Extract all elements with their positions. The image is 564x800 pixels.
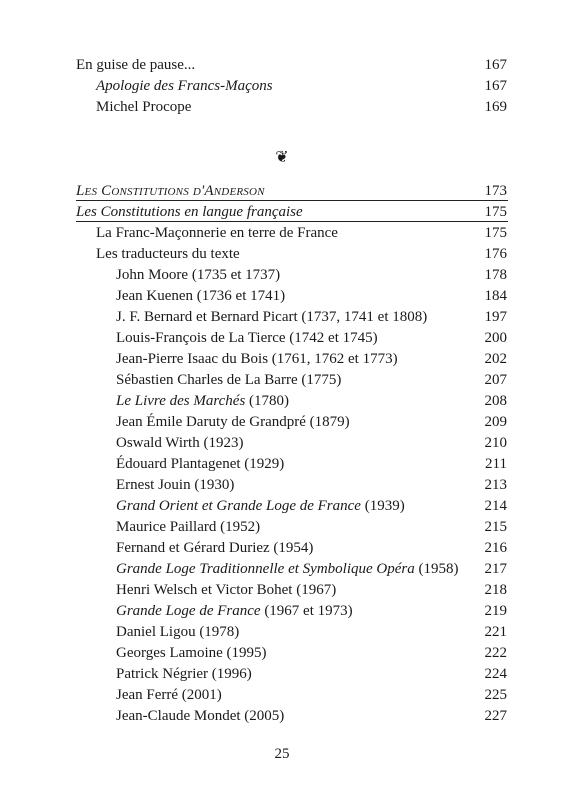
section-rule <box>76 221 508 222</box>
toc-entry <box>0 202 564 223</box>
toc-entry-title: Jean-Claude Mondet (2005) <box>116 708 285 724</box>
toc-entry-title-italic: Grand Orient et Grande Loge de France <box>116 498 361 514</box>
toc-entry-page: 200 <box>484 330 507 346</box>
toc-entry <box>0 433 564 454</box>
fleuron-ornament-icon: ❦ <box>275 149 289 166</box>
toc-entry-page: 184 <box>484 288 507 304</box>
toc-entry-title: Daniel Ligou (1978) <box>116 624 240 640</box>
toc-entry <box>0 643 564 664</box>
toc-entry <box>0 97 564 118</box>
toc-entry-title-rest: (1939) <box>360 498 405 514</box>
toc-entry-title: J. F. Bernard et Bernard Picart (1737, 1741 et 1808) <box>116 309 428 325</box>
toc-entry-page: 197 <box>484 309 507 325</box>
toc-entry-title: Georges Lamoine (1995) <box>116 645 267 661</box>
toc-entry-title: Ernest Jouin (1930) <box>116 477 235 493</box>
toc-entry-title-rest: (1780) <box>245 393 290 409</box>
toc-entry-page: 169 <box>484 99 507 115</box>
toc-entry-page: 216 <box>484 540 507 556</box>
toc-entry <box>0 265 564 286</box>
toc-entry <box>0 181 564 202</box>
toc-entry-title <box>116 391 289 412</box>
toc-entry <box>0 307 564 328</box>
toc-entry-page: 178 <box>484 267 507 283</box>
toc-entry-title-italic: Le Livre des Marchés <box>116 393 246 409</box>
toc-entry-title: Édouard Plantagenet (1929) <box>116 456 285 472</box>
toc-entry-page: 225 <box>484 687 507 703</box>
toc-entry-page: 207 <box>484 372 507 388</box>
toc-entry <box>0 391 564 412</box>
toc-entry-page: 210 <box>484 435 507 451</box>
toc-entry-page: 221 <box>484 624 507 640</box>
toc-entry-page: 222 <box>484 645 507 661</box>
toc-entry-page: 208 <box>484 393 507 409</box>
toc-entry <box>0 580 564 601</box>
toc-entry <box>0 706 564 727</box>
section-rule <box>76 200 508 201</box>
toc-entry-page: 175 <box>484 225 507 241</box>
toc-entry-page: 217 <box>484 561 507 577</box>
toc-entry-page: 211 <box>485 456 507 472</box>
toc-entry-page: 218 <box>484 582 507 598</box>
toc-entry-page: 167 <box>484 57 507 73</box>
toc-entry-title-rest: (1958) <box>414 561 459 577</box>
toc-entry-title: Fernand et Gérard Duriez (1954) <box>116 540 314 556</box>
toc-entry-title: Louis-François de La Tierce (1742 et 1745) <box>116 330 378 346</box>
toc-entry-title: Oswald Wirth (1923) <box>116 435 244 451</box>
toc-entry-title-italic: Grande Loge Traditionnelle et Symbolique Opéra <box>116 561 415 577</box>
toc-entry-title: Les Constitutions d'Anderson <box>76 183 265 199</box>
toc-entry <box>0 454 564 475</box>
toc-entry-title: Jean Ferré (2001) <box>116 687 222 703</box>
toc-entry-title <box>116 559 458 580</box>
toc-entry-page: 214 <box>484 498 507 514</box>
toc-entry-page: 176 <box>484 246 507 262</box>
toc-entry <box>0 223 564 244</box>
toc-entry-page: 227 <box>484 708 507 724</box>
toc-entry-title: En guise de pause... <box>76 57 196 73</box>
toc-entry <box>0 349 564 370</box>
toc-entry-title: Patrick Négrier (1996) <box>116 666 252 682</box>
toc-entry-title-italic: Grande Loge de France <box>116 603 261 619</box>
toc-entry-page: 173 <box>484 183 507 199</box>
toc-entry-title: Michel Procope <box>96 99 192 115</box>
toc-entry-title: Jean Émile Daruty de Grandpré (1879) <box>116 414 350 430</box>
toc-entry <box>0 55 564 76</box>
toc-entry-title: Maurice Paillard (1952) <box>116 519 261 535</box>
toc-entry <box>0 496 564 517</box>
toc-entry-title: Les traducteurs du texte <box>96 246 240 262</box>
toc-entry-title: Jean-Pierre Isaac du Bois (1761, 1762 et 1773) <box>116 351 398 367</box>
toc-entry-page: 202 <box>484 351 507 367</box>
toc-entry <box>0 622 564 643</box>
toc-entry <box>0 664 564 685</box>
toc-entry-title: Les Constitutions en langue française <box>76 204 303 220</box>
toc-entry <box>0 286 564 307</box>
toc-entry <box>0 244 564 265</box>
toc-entry <box>0 538 564 559</box>
toc-entry-page: 175 <box>484 204 507 220</box>
toc-entry-page: 213 <box>484 477 507 493</box>
toc-entry <box>0 517 564 538</box>
toc-entry-title: Henri Welsch et Victor Bohet (1967) <box>116 582 337 598</box>
page-number: 25 <box>274 746 290 762</box>
toc-entry <box>0 475 564 496</box>
toc-entry-page: 215 <box>484 519 507 535</box>
toc-entry-title-rest: (1967 et 1973) <box>260 603 353 619</box>
toc-entry-title: Jean Kuenen (1736 et 1741) <box>116 288 286 304</box>
toc-entry-title: John Moore (1735 et 1737) <box>116 267 281 283</box>
toc-entry <box>0 76 564 97</box>
toc-entry <box>0 685 564 706</box>
toc-entry-title: Sébastien Charles de La Barre (1775) <box>116 372 342 388</box>
toc-entry-page: 167 <box>484 78 507 94</box>
toc-entry <box>0 559 564 580</box>
toc-entry <box>0 370 564 391</box>
toc-entry-title <box>116 601 353 622</box>
toc-entry-title <box>116 496 405 517</box>
toc-entry-page: 209 <box>484 414 507 430</box>
toc-entry-page: 219 <box>484 603 507 619</box>
toc-entry-page: 224 <box>484 666 507 682</box>
toc-entry <box>0 412 564 433</box>
toc-entry <box>0 328 564 349</box>
toc-entry-title: La Franc-Maçonnerie en terre de France <box>96 225 338 241</box>
toc-entry-title: Apologie des Francs-Maçons <box>96 78 273 94</box>
toc-entry <box>0 601 564 622</box>
